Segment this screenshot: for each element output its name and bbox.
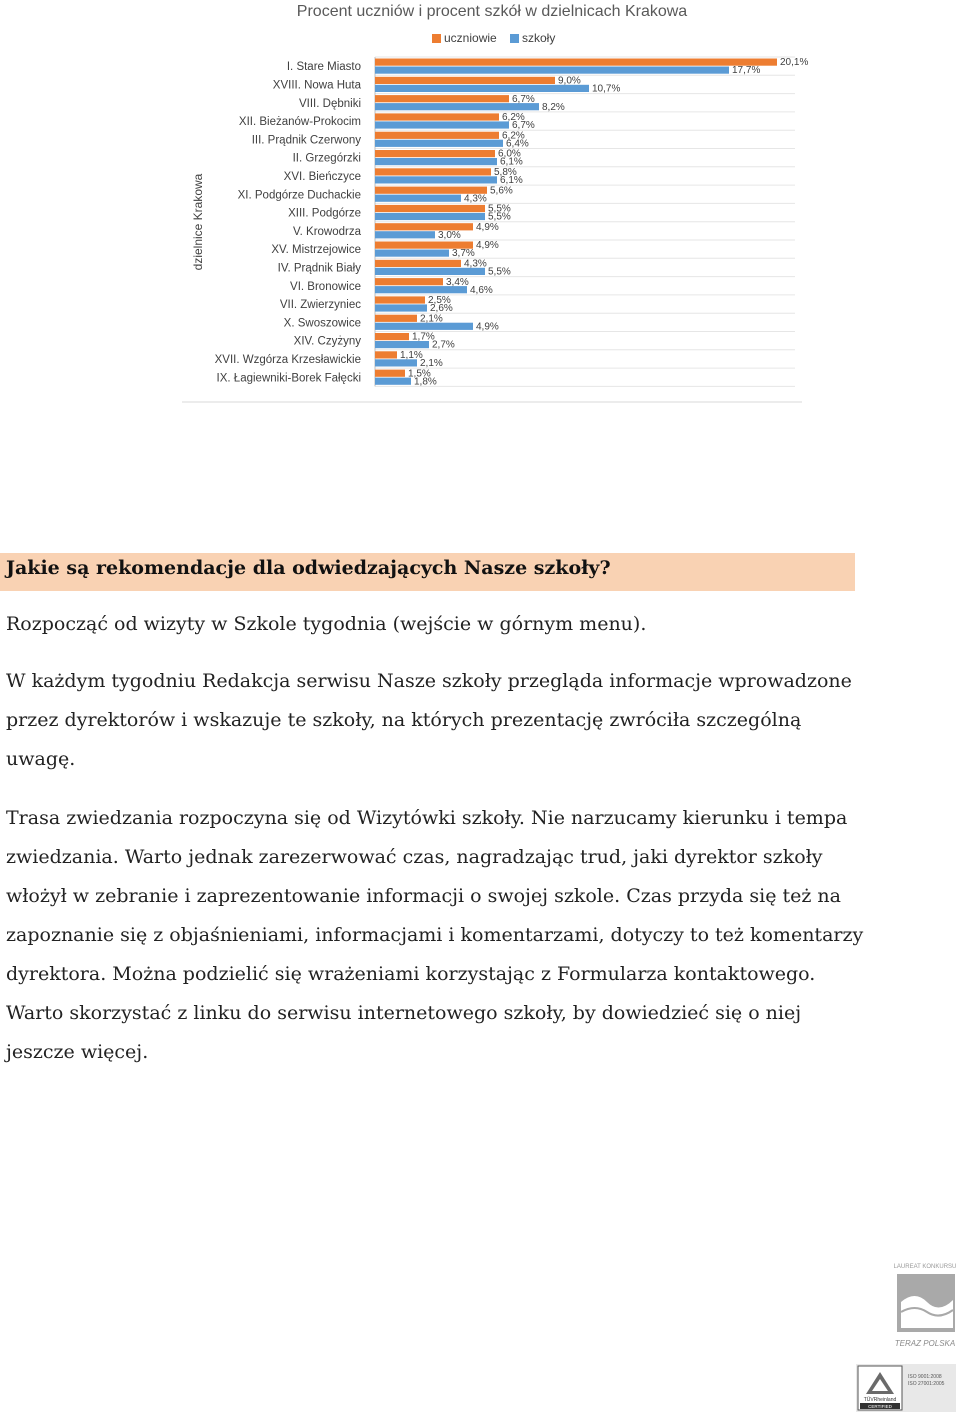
bar-uczniowie xyxy=(375,95,509,102)
bar-uczniowie xyxy=(375,351,397,358)
paragraph-line: zwiedzania. Warto jednak zarezerwować czas, nagradzając trud, jaki dyrektor szkoły xyxy=(6,846,823,868)
category-label: XVI. Bieńczyce xyxy=(283,170,361,183)
tuv-certified-badge xyxy=(856,1364,956,1412)
paragraph-line: włożył w zebranie i zaprezentowanie informacji o swojej szkole. Czas przyda się też na xyxy=(6,885,841,907)
bar-uczniowie xyxy=(375,278,443,285)
category-label: XVII. Wzgórza Krzesławickie xyxy=(214,353,361,366)
category-label: IX. Łagiewniki-Borek Fałęcki xyxy=(216,372,361,385)
bar-szkoly xyxy=(375,158,497,165)
badge-teraz-polska-label: TERAZ POLSKA xyxy=(894,1339,956,1348)
data-label: 1,5% xyxy=(408,368,431,380)
category-label: XVIII. Nowa Huta xyxy=(272,79,361,92)
paragraph-line: Trasa zwiedzania rozpoczyna się od Wizytówki szkoły. Nie narzucamy kierunku i tempa xyxy=(6,807,848,829)
data-label: 6,1% xyxy=(500,175,523,186)
data-label: 5,8% xyxy=(494,167,517,178)
bar-uczniowie xyxy=(375,113,499,120)
data-label: 2,1% xyxy=(420,313,443,325)
paragraph-line: Warto skorzystać z linku do serwisu internetowego szkoły, by dowiedzieć się o niej xyxy=(6,1002,802,1024)
paragraph-line: dyrektora. Można podzielić się wrażeniami korzystając z Formularza kontaktowego. xyxy=(6,963,816,985)
legend-swatch-uczniowie xyxy=(432,34,441,43)
category-label: IV. Prądnik Biały xyxy=(277,262,361,275)
data-label: 5,5% xyxy=(488,211,511,223)
section-heading: Jakie są rekomendacje dla odwiedzających Nasze szkoły? xyxy=(6,557,611,579)
bar-szkoly xyxy=(375,176,497,183)
category-label: I. Stare Miasto xyxy=(286,61,361,74)
tuv-certified-label: CERTIFIED xyxy=(868,1404,892,1409)
data-label: 10,7% xyxy=(592,83,621,95)
bar-uczniowie xyxy=(375,77,555,84)
data-label: 4,9% xyxy=(476,321,499,333)
bar-szkoly xyxy=(375,378,411,385)
data-label: 3,0% xyxy=(438,229,461,241)
category-label: III. Prądnik Czerwony xyxy=(251,134,361,147)
bar-uczniowie xyxy=(375,296,425,303)
data-label: 4,9% xyxy=(476,240,499,252)
bar-uczniowie xyxy=(375,333,409,340)
data-label: 6,0% xyxy=(498,148,521,160)
data-label: 2,5% xyxy=(428,295,451,307)
data-label: 2,7% xyxy=(432,339,455,351)
teraz-polska-badge xyxy=(893,1260,958,1350)
bar-uczniowie xyxy=(375,150,495,157)
data-label: 4,9% xyxy=(476,221,499,233)
data-label: 1,1% xyxy=(400,350,423,361)
paragraph-line: jeszcze więcej. xyxy=(6,1041,149,1063)
category-label: VII. Zwierzyniec xyxy=(279,299,361,312)
bar-szkoly xyxy=(375,85,589,92)
iso-27001-label: ISO 27001:2005 xyxy=(908,1381,945,1387)
iso-9001-label: ISO 9001:2008 xyxy=(908,1374,942,1380)
bar-szkoly xyxy=(375,67,729,74)
bar-szkoly xyxy=(375,231,435,238)
data-label: 5,5% xyxy=(488,203,511,215)
data-label: 3,7% xyxy=(452,248,475,260)
data-label: 8,2% xyxy=(542,101,565,113)
paragraph-line: Rozpocząć od wizyty w Szkole tygodnia (wejście w górnym menu). xyxy=(6,613,647,635)
legend-label-uczniowie: uczniowie xyxy=(444,31,497,45)
data-label: 5,5% xyxy=(488,266,511,278)
category-label: XII. Bieżanów-Prokocim xyxy=(238,116,361,129)
data-label: 4,3% xyxy=(464,193,487,205)
legend-swatch-szkoly xyxy=(510,34,519,43)
data-label: 2,6% xyxy=(430,303,453,315)
category-label: VI. Bronowice xyxy=(290,280,361,293)
data-label: 6,7% xyxy=(512,120,535,132)
bar-szkoly xyxy=(375,140,503,147)
badge-laureat-label: LAUREAT KONKURSU xyxy=(893,1264,957,1270)
teraz-polska-logo xyxy=(897,1274,955,1332)
data-label: 6,1% xyxy=(500,156,523,168)
bar-szkoly xyxy=(375,304,427,311)
bar-szkoly xyxy=(375,195,461,202)
category-label: XI. Podgórze Duchackie xyxy=(237,189,361,202)
bar-uczniowie xyxy=(375,260,461,267)
category-label: V. Krowodrza xyxy=(293,225,361,238)
data-label: 6,7% xyxy=(512,93,535,105)
paragraph-line: zapoznanie się z objaśnieniami, informacjami i komentarzami, dotyczy to też komentarzy xyxy=(6,924,864,946)
data-label: 9,0% xyxy=(558,75,581,87)
data-label: 6,2% xyxy=(502,130,525,142)
tuv-logo xyxy=(858,1366,902,1410)
data-label: 3,4% xyxy=(446,276,469,288)
data-label: 6,4% xyxy=(506,138,529,150)
bar-chart xyxy=(180,0,809,410)
bar-uczniowie xyxy=(375,59,777,66)
paragraph-line: uwagę. xyxy=(6,748,76,770)
data-label: 1,7% xyxy=(412,331,435,343)
bar-szkoly xyxy=(375,213,485,220)
paragraph-line: przez dyrektorów i wskazuje te szkoły, na których prezentację zwróciła szczególną xyxy=(6,709,802,731)
category-label: XIII. Podgórze xyxy=(288,207,361,220)
chart-title: Procent uczniów i procent szkół w dzielnicach Krakowa xyxy=(296,3,688,20)
bar-uczniowie xyxy=(375,168,491,175)
legend-label-szkoly: szkoły xyxy=(522,31,556,45)
bar-uczniowie xyxy=(375,205,485,212)
data-label: 2,1% xyxy=(420,358,443,369)
data-label: 5,6% xyxy=(490,185,513,197)
bar-uczniowie xyxy=(375,370,405,377)
bar-uczniowie xyxy=(375,315,417,322)
data-label: 17,7% xyxy=(732,65,761,77)
data-label: 1,8% xyxy=(414,376,437,388)
bar-szkoly xyxy=(375,121,509,128)
category-label: VIII. Dębniki xyxy=(299,97,361,110)
data-label: 20,1% xyxy=(780,57,809,69)
category-label: II. Grzegórzki xyxy=(292,152,361,165)
tuv-brand-label: TÜVRheinland xyxy=(863,1397,897,1403)
data-label: 4,6% xyxy=(470,284,493,296)
category-label: XV. Mistrzejowice xyxy=(271,244,361,257)
data-label: 4,3% xyxy=(464,258,487,270)
data-label: 6,2% xyxy=(502,112,525,124)
category-label: XIV. Czyżyny xyxy=(293,335,361,348)
bar-szkoly xyxy=(375,250,449,257)
paragraph-line: W każdym tygodniu Redakcja serwisu Nasze szkoły przegląda informacje wprowadzone xyxy=(6,670,852,692)
y-axis-title: dzielnice Krakowa xyxy=(191,173,205,271)
category-label: X. Swoszowice xyxy=(283,317,361,330)
chart-legend xyxy=(432,31,555,45)
bar-uczniowie xyxy=(375,132,499,139)
